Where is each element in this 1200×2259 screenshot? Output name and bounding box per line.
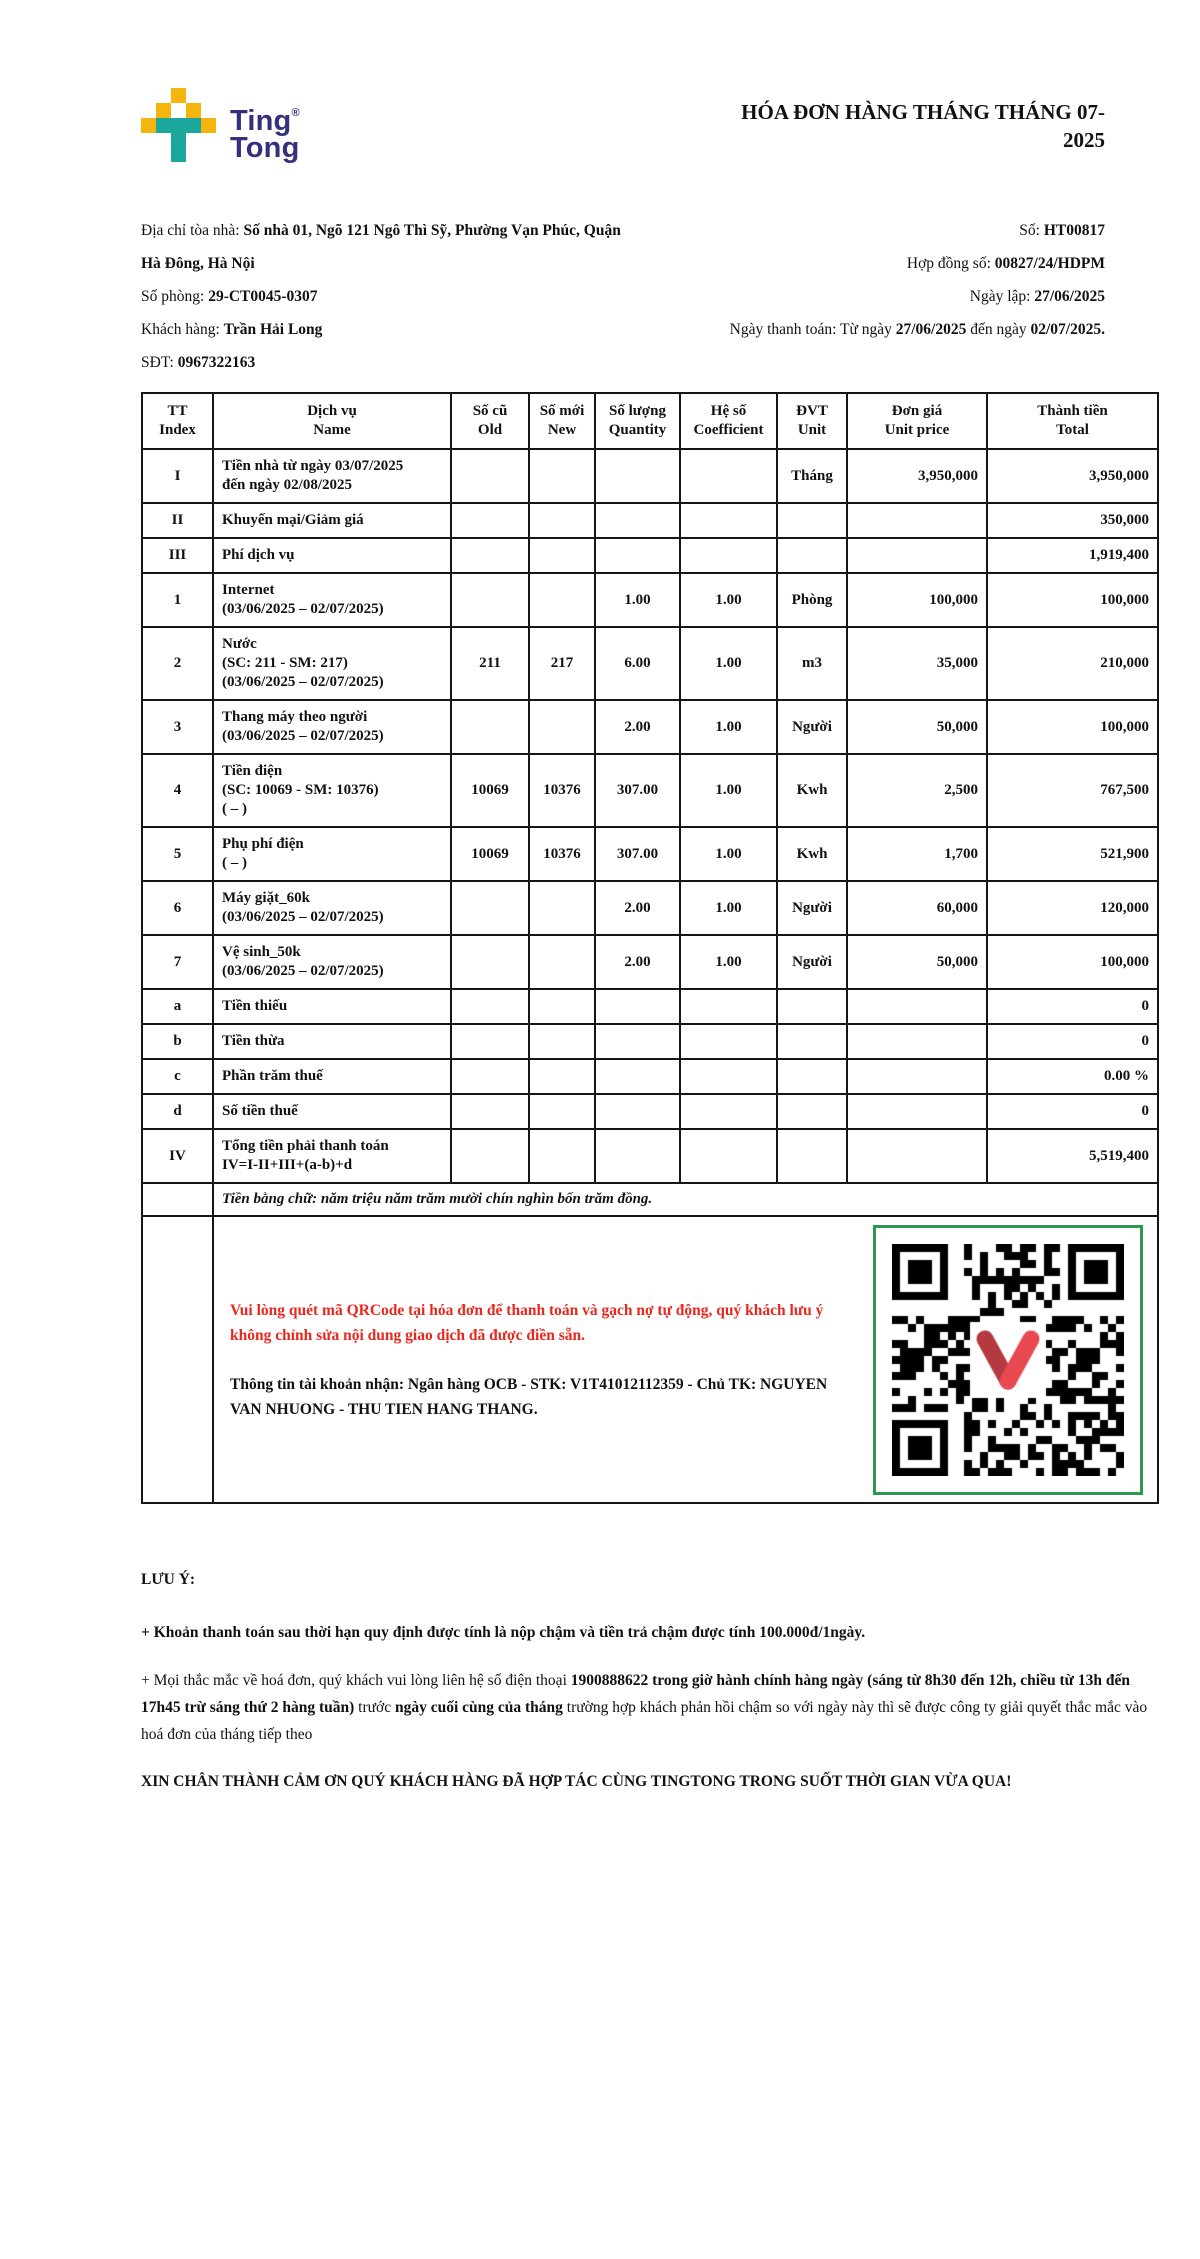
col-header-coefficient: Hệ số Coefficient xyxy=(680,393,777,449)
old-reading-cell xyxy=(451,1129,529,1183)
index-cell: III xyxy=(142,538,213,573)
invoice-info xyxy=(141,214,1157,379)
empty-index-cell xyxy=(142,1216,213,1503)
old-reading-cell xyxy=(451,989,529,1024)
qr-code-canvas xyxy=(892,1244,1124,1476)
quantity-cell: 307.00 xyxy=(595,754,680,827)
quantity-cell xyxy=(595,1094,680,1129)
tingtong-logo xyxy=(141,88,300,164)
total-cell: 767,500 xyxy=(987,754,1158,827)
new-reading-cell xyxy=(529,538,595,573)
customer-phone: SĐT: 0967322163 xyxy=(141,354,256,371)
new-reading-cell xyxy=(529,1059,595,1094)
index-cell: 1 xyxy=(142,573,213,627)
quantity-cell xyxy=(595,1059,680,1094)
total-cell: 1,919,400 xyxy=(987,538,1158,573)
qr-payment-row xyxy=(142,1216,1158,1503)
customer-info xyxy=(141,214,641,379)
service-name-cell: Phí dịch vụ xyxy=(213,538,451,573)
new-reading-cell xyxy=(529,1094,595,1129)
building-address: Địa chỉ tòa nhà: Số nhà 01, Ngõ 121 Ngô Thì Sỹ, Phường Vạn Phúc, Quận Hà Đông, Hà Nội xyxy=(141,222,621,272)
unit-price-cell: 50,000 xyxy=(847,700,987,754)
table-row xyxy=(142,503,1158,538)
new-reading-cell xyxy=(529,881,595,935)
unit-price-cell: 2,500 xyxy=(847,754,987,827)
coefficient-cell xyxy=(680,503,777,538)
coefficient-cell: 1.00 xyxy=(680,700,777,754)
unit-cell: m3 xyxy=(777,627,847,700)
coefficient-cell xyxy=(680,1024,777,1059)
total-cell: 521,900 xyxy=(987,827,1158,881)
service-name-cell: Tiền điện (SC: 10069 - SM: 10376) ( – ) xyxy=(213,754,451,827)
unit-cell: Người xyxy=(777,700,847,754)
total-cell: 100,000 xyxy=(987,700,1158,754)
service-name-cell: Máy giặt_60k (03/06/2025 – 02/07/2025) xyxy=(213,881,451,935)
coefficient-cell: 1.00 xyxy=(680,627,777,700)
invoice-title xyxy=(741,98,1157,154)
table-row xyxy=(142,1024,1158,1059)
unit-price-cell: 60,000 xyxy=(847,881,987,935)
total-cell: 350,000 xyxy=(987,503,1158,538)
table-row xyxy=(142,1129,1158,1183)
unit-price-cell xyxy=(847,1129,987,1183)
index-cell: 4 xyxy=(142,754,213,827)
coefficient-cell xyxy=(680,989,777,1024)
tingtong-pixel-icon xyxy=(141,88,216,164)
coefficient-cell: 1.00 xyxy=(680,935,777,989)
unit-price-cell xyxy=(847,1059,987,1094)
quantity-cell: 1.00 xyxy=(595,573,680,627)
col-header-index: TT Index xyxy=(142,393,213,449)
registered-mark: ® xyxy=(291,107,300,119)
payment-period: Ngày thanh toán: Từ ngày 27/06/2025 đến ngày 02/07/2025. xyxy=(729,321,1105,338)
index-cell: 6 xyxy=(142,881,213,935)
quantity-cell: 307.00 xyxy=(595,827,680,881)
quantity-cell xyxy=(595,449,680,503)
table-row xyxy=(142,538,1158,573)
unit-cell xyxy=(777,503,847,538)
old-reading-cell xyxy=(451,881,529,935)
quantity-cell xyxy=(595,1129,680,1183)
unit-cell: Phòng xyxy=(777,573,847,627)
service-name-cell: Internet (03/06/2025 – 02/07/2025) xyxy=(213,573,451,627)
coefficient-cell: 1.00 xyxy=(680,573,777,627)
new-reading-cell xyxy=(529,449,595,503)
empty-index-cell xyxy=(142,1183,213,1216)
service-name-cell: Tiền thiếu xyxy=(213,989,451,1024)
table-row xyxy=(142,1094,1158,1129)
invoice-title-line1: HÓA ĐƠN HÀNG THÁNG THÁNG 07- xyxy=(741,100,1105,124)
old-reading-cell xyxy=(451,1059,529,1094)
old-reading-cell xyxy=(451,573,529,627)
index-cell: IV xyxy=(142,1129,213,1183)
quantity-cell xyxy=(595,503,680,538)
total-cell: 210,000 xyxy=(987,627,1158,700)
service-name-cell: Tổng tiền phải thanh toán IV=I-II+III+(a-b)+d xyxy=(213,1129,451,1183)
contract-number: Hợp đồng số: 00827/24/HDPM xyxy=(906,255,1105,272)
unit-price-cell: 35,000 xyxy=(847,627,987,700)
unit-cell xyxy=(777,538,847,573)
unit-price-cell: 100,000 xyxy=(847,573,987,627)
col-header-new: Số mới New xyxy=(529,393,595,449)
header xyxy=(141,0,1157,164)
unit-cell: Người xyxy=(777,935,847,989)
table-row xyxy=(142,700,1158,754)
old-reading-cell: 211 xyxy=(451,627,529,700)
index-cell: I xyxy=(142,449,213,503)
col-header-name: Dịch vụ Name xyxy=(213,393,451,449)
total-cell: 0 xyxy=(987,1094,1158,1129)
old-reading-cell: 10069 xyxy=(451,827,529,881)
new-reading-cell: 217 xyxy=(529,627,595,700)
quantity-cell: 2.00 xyxy=(595,700,680,754)
new-reading-cell: 10376 xyxy=(529,754,595,827)
unit-cell: Tháng xyxy=(777,449,847,503)
receiving-account-info: Thông tin tài khoản nhận: Ngân hàng OCB - STK: V1T41012112359 - Chủ TK: NGUYEN VAN NHUONG - THU TIEN HANG THANG. xyxy=(230,1375,828,1418)
old-reading-cell: 10069 xyxy=(451,754,529,827)
quantity-cell: 2.00 xyxy=(595,935,680,989)
unit-cell xyxy=(777,1129,847,1183)
quantity-cell xyxy=(595,989,680,1024)
late-payment-note: + Khoản thanh toán sau thời hạn quy định được tính là nộp chậm và tiền trả chậm được tính 100.000đ/1ngày. xyxy=(141,1624,866,1641)
unit-cell xyxy=(777,1094,847,1129)
service-name-cell: Tiền thừa xyxy=(213,1024,451,1059)
logo-word-ting: Ting xyxy=(230,105,292,137)
qr-instruction-text: Vui lòng quét mã QRCode tại hóa đơn để thanh toán và gạch nợ tự động, quý khách lưu ý không chỉnh sửa nội dung giao dịch đã được điền sẵn. xyxy=(230,1301,824,1344)
room-number: Số phòng: 29-CT0045-0307 xyxy=(141,288,318,305)
services-table xyxy=(141,392,1159,1504)
note-heading: LƯU Ý: xyxy=(141,1571,196,1588)
old-reading-cell xyxy=(451,503,529,538)
table-row xyxy=(142,573,1158,627)
total-cell: 0.00 % xyxy=(987,1059,1158,1094)
old-reading-cell xyxy=(451,449,529,503)
total-cell: 120,000 xyxy=(987,881,1158,935)
customer-name: Khách hàng: Trần Hải Long xyxy=(141,321,323,338)
service-name-cell: Phần trăm thuế xyxy=(213,1059,451,1094)
index-cell: 2 xyxy=(142,627,213,700)
unit-price-cell xyxy=(847,1024,987,1059)
table-header-row xyxy=(142,393,1158,449)
coefficient-cell: 1.00 xyxy=(680,827,777,881)
unit-price-cell: 3,950,000 xyxy=(847,449,987,503)
index-cell: a xyxy=(142,989,213,1024)
quantity-cell: 6.00 xyxy=(595,627,680,700)
col-header-total: Thành tiền Total xyxy=(987,393,1158,449)
unit-price-cell xyxy=(847,1094,987,1129)
new-reading-cell xyxy=(529,573,595,627)
coefficient-cell xyxy=(680,538,777,573)
service-name-cell: Số tiền thuế xyxy=(213,1094,451,1129)
qr-code xyxy=(873,1225,1143,1495)
logo-word-tong: Tong xyxy=(230,132,300,164)
new-reading-cell xyxy=(529,1024,595,1059)
payment-instructions xyxy=(230,1298,830,1422)
coefficient-cell xyxy=(680,1059,777,1094)
total-cell: 100,000 xyxy=(987,935,1158,989)
index-cell: II xyxy=(142,503,213,538)
index-cell: 3 xyxy=(142,700,213,754)
service-name-cell: Vệ sinh_50k (03/06/2025 – 02/07/2025) xyxy=(213,935,451,989)
unit-cell: Kwh xyxy=(777,827,847,881)
table-row xyxy=(142,935,1158,989)
amount-in-words-row xyxy=(142,1183,1158,1216)
table-row xyxy=(142,989,1158,1024)
old-reading-cell xyxy=(451,538,529,573)
total-cell: 5,519,400 xyxy=(987,1129,1158,1183)
hotline-note: + Mọi thắc mắc về hoá đơn, quý khách vui lòng liên hệ số điện thoại 1900888622 trong giờ hành chính hàng ngày (sáng từ 8h30 đến 12h, chiều từ 13h đến 17h45 trừ sáng thứ 2 hàng tuần) trước ngày cuối cùng của tháng trường hợp khách phản hồi chậm so với ngày này thì sẽ được công ty giải quyết thắc mắc vào hoá đơn của tháng tiếp theo xyxy=(141,1672,1148,1743)
service-name-cell: Tiền nhà từ ngày 03/07/2025 đến ngày 02/08/2025 xyxy=(213,449,451,503)
coefficient-cell xyxy=(680,1129,777,1183)
new-reading-cell xyxy=(529,503,595,538)
table-row xyxy=(142,754,1158,827)
total-cell: 3,950,000 xyxy=(987,449,1158,503)
quantity-cell: 2.00 xyxy=(595,881,680,935)
unit-price-cell: 1,700 xyxy=(847,827,987,881)
unit-cell xyxy=(777,1024,847,1059)
service-name-cell: Thang máy theo người (03/06/2025 – 02/07/2025) xyxy=(213,700,451,754)
invoice-title-line2: 2025 xyxy=(1063,128,1105,152)
coefficient-cell xyxy=(680,449,777,503)
table-row xyxy=(142,449,1158,503)
table-row xyxy=(142,1059,1158,1094)
thank-you-message: XIN CHÂN THÀNH CẢM ƠN QUÝ KHÁCH HÀNG ĐÃ HỢP TÁC CÙNG TINGTONG TRONG SUỐT THỜI GIAN VỪA QUA! xyxy=(141,1773,1012,1790)
new-reading-cell xyxy=(529,989,595,1024)
index-cell: 5 xyxy=(142,827,213,881)
service-name-cell: Phụ phí điện ( – ) xyxy=(213,827,451,881)
invoice-number: Số: HT00817 xyxy=(1019,222,1105,239)
table-row xyxy=(142,827,1158,881)
index-cell: c xyxy=(142,1059,213,1094)
unit-price-cell xyxy=(847,538,987,573)
unit-price-cell xyxy=(847,989,987,1024)
coefficient-cell xyxy=(680,1094,777,1129)
invoice-content xyxy=(141,0,1157,1796)
new-reading-cell xyxy=(529,1129,595,1183)
tingtong-logo-text xyxy=(230,100,300,162)
unit-cell xyxy=(777,989,847,1024)
service-name-cell: Nước (SC: 211 - SM: 217) (03/06/2025 – 02/07/2025) xyxy=(213,627,451,700)
old-reading-cell xyxy=(451,1024,529,1059)
service-name-cell: Khuyến mại/Giảm giá xyxy=(213,503,451,538)
col-header-unit-price: Đơn giá Unit price xyxy=(847,393,987,449)
index-cell: b xyxy=(142,1024,213,1059)
footer-notes xyxy=(141,1566,1157,1796)
new-reading-cell: 10376 xyxy=(529,827,595,881)
col-header-unit: ĐVT Unit xyxy=(777,393,847,449)
unit-cell: Kwh xyxy=(777,754,847,827)
table-row xyxy=(142,627,1158,700)
amount-in-words: Tiền bằng chữ: năm triệu năm trăm mười chín nghìn bốn trăm đồng. xyxy=(213,1183,1158,1216)
col-header-old: Số cũ Old xyxy=(451,393,529,449)
invoice-meta xyxy=(730,214,1157,379)
index-cell: d xyxy=(142,1094,213,1129)
unit-cell xyxy=(777,1059,847,1094)
old-reading-cell xyxy=(451,1094,529,1129)
unit-cell: Người xyxy=(777,881,847,935)
unit-price-cell: 50,000 xyxy=(847,935,987,989)
unit-price-cell xyxy=(847,503,987,538)
qr-payment-cell xyxy=(213,1216,1158,1503)
issue-date: Ngày lập: 27/06/2025 xyxy=(969,288,1105,305)
total-cell: 0 xyxy=(987,989,1158,1024)
coefficient-cell: 1.00 xyxy=(680,754,777,827)
new-reading-cell xyxy=(529,700,595,754)
coefficient-cell: 1.00 xyxy=(680,881,777,935)
col-header-quantity: Số lượng Quantity xyxy=(595,393,680,449)
quantity-cell xyxy=(595,1024,680,1059)
table-row xyxy=(142,881,1158,935)
old-reading-cell xyxy=(451,935,529,989)
index-cell: 7 xyxy=(142,935,213,989)
total-cell: 0 xyxy=(987,1024,1158,1059)
new-reading-cell xyxy=(529,935,595,989)
total-cell: 100,000 xyxy=(987,573,1158,627)
old-reading-cell xyxy=(451,700,529,754)
quantity-cell xyxy=(595,538,680,573)
